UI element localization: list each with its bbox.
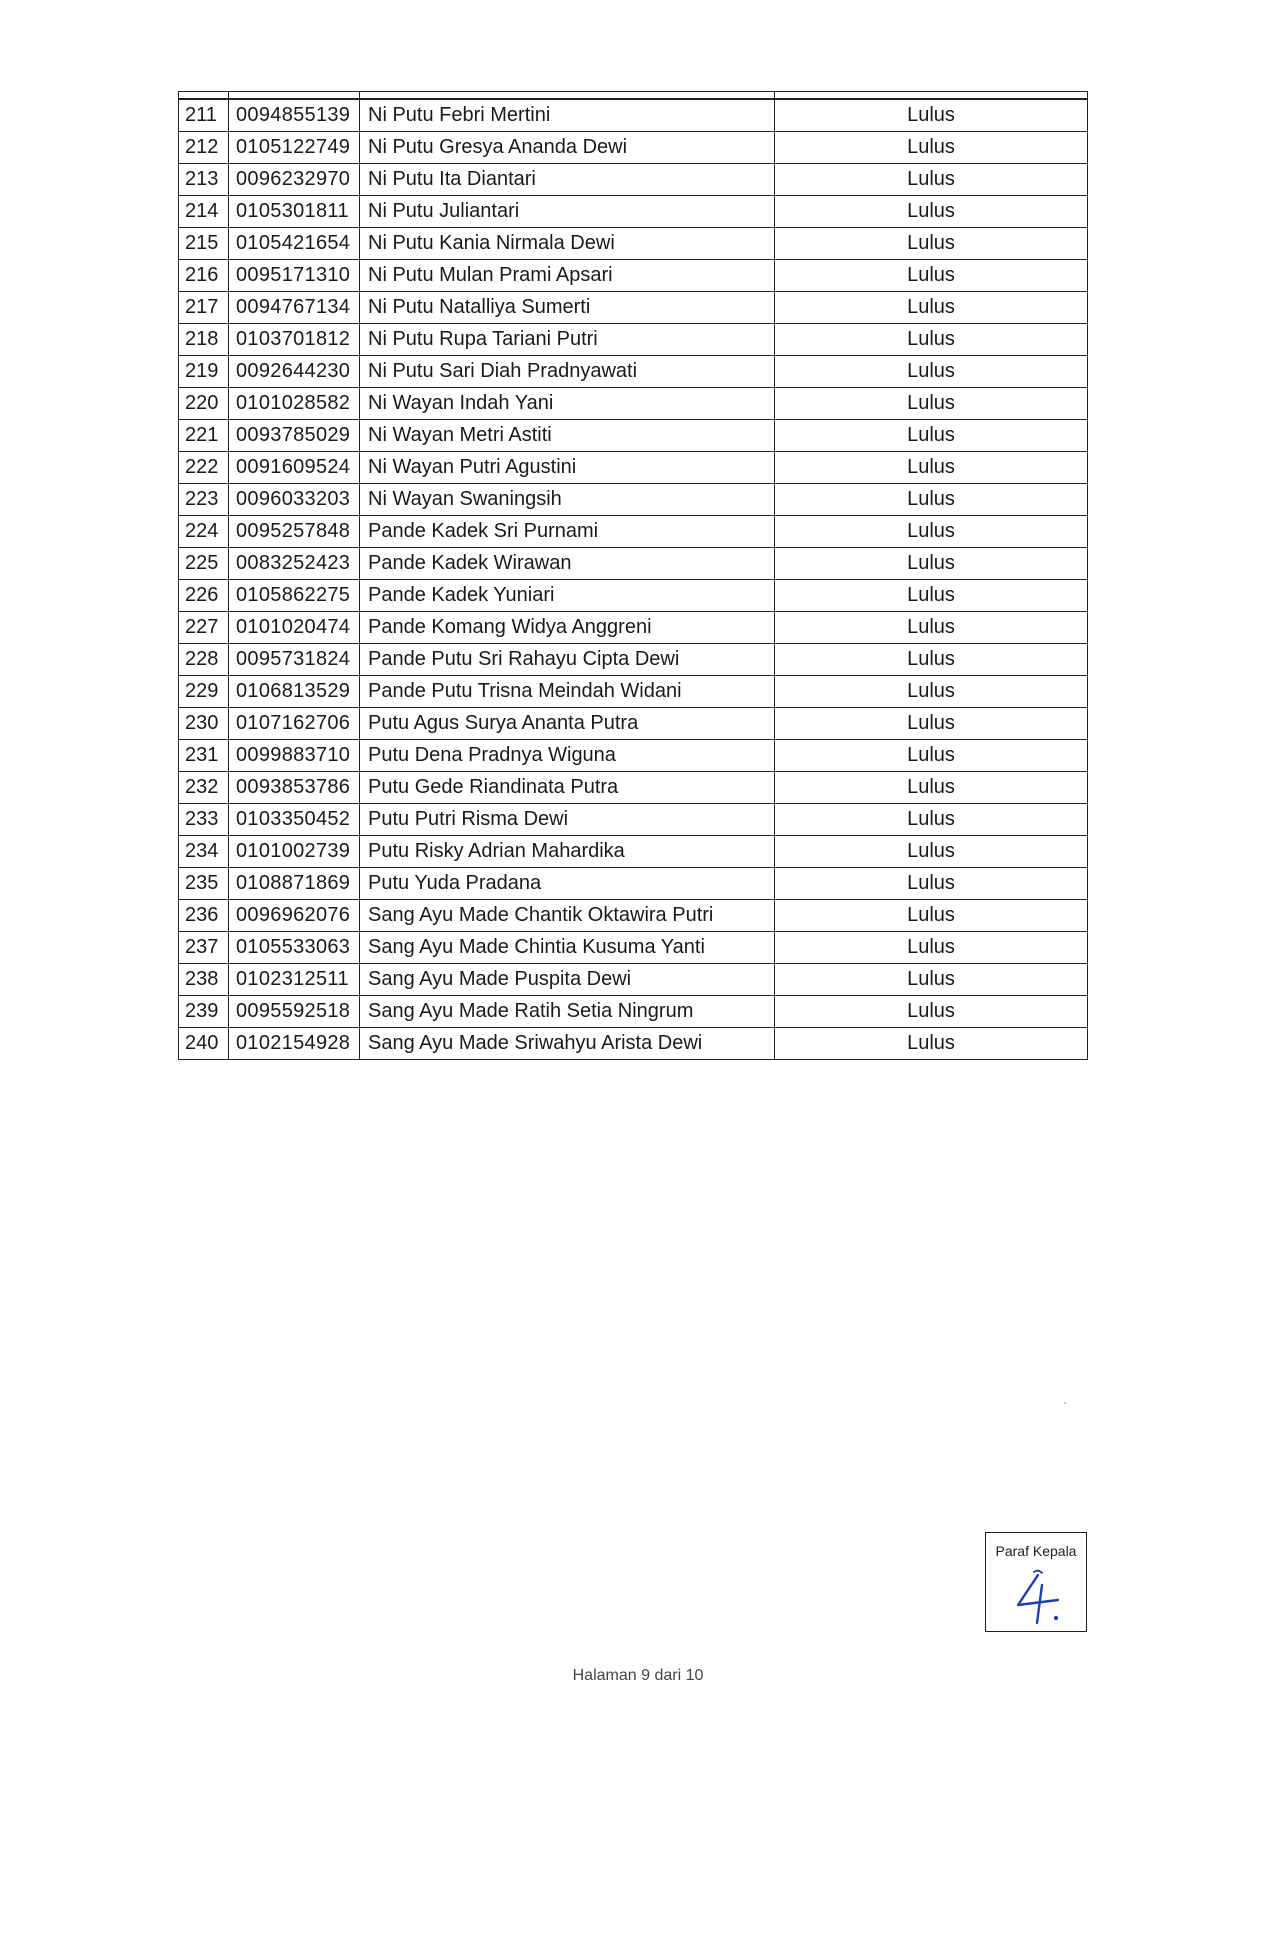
table-row [179, 388, 1088, 420]
table-row [179, 132, 1088, 164]
nisn-cell: 0105862275 [229, 580, 360, 612]
row-number-cell: 216 [179, 260, 229, 292]
table-row [179, 1028, 1088, 1060]
nisn-cell: 0096962076 [229, 900, 360, 932]
table-row [179, 996, 1088, 1028]
nisn-cell: 0099883710 [229, 740, 360, 772]
student-name-cell: Ni Putu Natalliya Sumerti [360, 292, 775, 324]
status-cell: Lulus [775, 580, 1088, 612]
status-cell: Lulus [775, 836, 1088, 868]
row-number-cell: 225 [179, 548, 229, 580]
row-number-cell: 224 [179, 516, 229, 548]
nisn-cell: 0102154928 [229, 1028, 360, 1060]
table-row [179, 836, 1088, 868]
table-row [179, 324, 1088, 356]
student-name-cell: Pande Komang Widya Anggreni [360, 612, 775, 644]
row-number-cell: 237 [179, 932, 229, 964]
status-cell: Lulus [775, 164, 1088, 196]
table-row [179, 868, 1088, 900]
nisn-cell: 0093785029 [229, 420, 360, 452]
table-row [179, 516, 1088, 548]
row-number-cell: 228 [179, 644, 229, 676]
student-name-cell: Ni Putu Juliantari [360, 196, 775, 228]
status-cell: Lulus [775, 1028, 1088, 1060]
student-name-cell: Sang Ayu Made Sriwahyu Arista Dewi [360, 1028, 775, 1060]
row-number-cell: 236 [179, 900, 229, 932]
row-number-cell: 213 [179, 164, 229, 196]
nisn-cell: 0091609524 [229, 452, 360, 484]
status-cell: Lulus [775, 484, 1088, 516]
nisn-cell: 0108871869 [229, 868, 360, 900]
row-number-cell: 231 [179, 740, 229, 772]
student-name-cell: Pande Kadek Wirawan [360, 548, 775, 580]
nisn-cell: 0101020474 [229, 612, 360, 644]
student-name-cell: Sang Ayu Made Puspita Dewi [360, 964, 775, 996]
status-cell: Lulus [775, 868, 1088, 900]
nisn-cell: 0096232970 [229, 164, 360, 196]
student-name-cell: Ni Putu Mulan Prami Apsari [360, 260, 775, 292]
table-row [179, 932, 1088, 964]
row-number-cell: 229 [179, 676, 229, 708]
top-strip-cell [775, 92, 1088, 100]
student-name-cell: Ni Wayan Indah Yani [360, 388, 775, 420]
table-row [179, 900, 1088, 932]
status-cell: Lulus [775, 548, 1088, 580]
table-row [179, 676, 1088, 708]
table-top-border [179, 92, 1088, 100]
student-name-cell: Ni Wayan Metri Astiti [360, 420, 775, 452]
table-row [179, 548, 1088, 580]
student-name-cell: Ni Putu Rupa Tariani Putri [360, 324, 775, 356]
student-name-cell: Putu Agus Surya Ananta Putra [360, 708, 775, 740]
student-name-cell: Ni Wayan Swaningsih [360, 484, 775, 516]
table-row [179, 964, 1088, 996]
student-name-cell: Pande Putu Sri Rahayu Cipta Dewi [360, 644, 775, 676]
row-number-cell: 221 [179, 420, 229, 452]
student-name-cell: Putu Yuda Pradana [360, 868, 775, 900]
top-strip-cell [179, 92, 229, 100]
table-row [179, 484, 1088, 516]
nisn-cell: 0092644230 [229, 356, 360, 388]
row-number-cell: 215 [179, 228, 229, 260]
table-row [179, 228, 1088, 260]
status-cell: Lulus [775, 804, 1088, 836]
paraf-label: Paraf Kepala [995, 1543, 1077, 1559]
student-name-cell: Pande Kadek Sri Purnami [360, 516, 775, 548]
table-row [179, 772, 1088, 804]
nisn-cell: 0094767134 [229, 292, 360, 324]
status-cell: Lulus [775, 132, 1088, 164]
table-row [179, 356, 1088, 388]
nisn-cell: 0095592518 [229, 996, 360, 1028]
initial-signature-icon [1004, 1567, 1070, 1627]
status-cell: Lulus [775, 676, 1088, 708]
student-name-cell: Ni Putu Febri Mertini [360, 99, 775, 132]
nisn-cell: 0103701812 [229, 324, 360, 356]
nisn-cell: 0094855139 [229, 99, 360, 132]
nisn-cell: 0105122749 [229, 132, 360, 164]
status-cell: Lulus [775, 996, 1088, 1028]
scan-speck [1064, 1402, 1066, 1404]
nisn-cell: 0083252423 [229, 548, 360, 580]
student-name-cell: Ni Putu Ita Diantari [360, 164, 775, 196]
status-cell: Lulus [775, 292, 1088, 324]
table-row [179, 580, 1088, 612]
status-cell: Lulus [775, 420, 1088, 452]
table-row [179, 612, 1088, 644]
table-row [179, 644, 1088, 676]
student-name-cell: Putu Dena Pradnya Wiguna [360, 740, 775, 772]
status-cell: Lulus [775, 740, 1088, 772]
row-number-cell: 233 [179, 804, 229, 836]
row-number-cell: 218 [179, 324, 229, 356]
table-row [179, 292, 1088, 324]
nisn-cell: 0101028582 [229, 388, 360, 420]
student-name-cell: Ni Wayan Putri Agustini [360, 452, 775, 484]
status-cell: Lulus [775, 612, 1088, 644]
paraf-kepala-box [985, 1532, 1087, 1632]
table-row [179, 740, 1088, 772]
status-cell: Lulus [775, 516, 1088, 548]
table-row [179, 452, 1088, 484]
student-name-cell: Sang Ayu Made Ratih Setia Ningrum [360, 996, 775, 1028]
status-cell: Lulus [775, 324, 1088, 356]
row-number-cell: 211 [179, 99, 229, 132]
status-cell: Lulus [775, 708, 1088, 740]
row-number-cell: 234 [179, 836, 229, 868]
row-number-cell: 223 [179, 484, 229, 516]
nisn-cell: 0102312511 [229, 964, 360, 996]
row-number-cell: 222 [179, 452, 229, 484]
table-row [179, 99, 1088, 132]
status-cell: Lulus [775, 388, 1088, 420]
nisn-cell: 0095257848 [229, 516, 360, 548]
row-number-cell: 230 [179, 708, 229, 740]
nisn-cell: 0105533063 [229, 932, 360, 964]
page-number-footer: Halaman 9 dari 10 [572, 1667, 704, 1684]
status-cell: Lulus [775, 260, 1088, 292]
student-name-cell: Putu Gede Riandinata Putra [360, 772, 775, 804]
status-cell: Lulus [775, 932, 1088, 964]
status-cell: Lulus [775, 452, 1088, 484]
nisn-cell: 0101002739 [229, 836, 360, 868]
row-number-cell: 226 [179, 580, 229, 612]
row-number-cell: 219 [179, 356, 229, 388]
table-row [179, 196, 1088, 228]
student-name-cell: Pande Kadek Yuniari [360, 580, 775, 612]
nisn-cell: 0107162706 [229, 708, 360, 740]
status-cell: Lulus [775, 772, 1088, 804]
table-row [179, 164, 1088, 196]
nisn-cell: 0093853786 [229, 772, 360, 804]
top-strip-cell [229, 92, 360, 100]
graduation-results-table [178, 91, 1088, 1060]
row-number-cell: 227 [179, 612, 229, 644]
nisn-cell: 0095171310 [229, 260, 360, 292]
status-cell: Lulus [775, 964, 1088, 996]
status-cell: Lulus [775, 228, 1088, 260]
row-number-cell: 239 [179, 996, 229, 1028]
row-number-cell: 217 [179, 292, 229, 324]
student-name-cell: Ni Putu Sari Diah Pradnyawati [360, 356, 775, 388]
table-row [179, 420, 1088, 452]
student-name-cell: Putu Risky Adrian Mahardika [360, 836, 775, 868]
nisn-cell: 0106813529 [229, 676, 360, 708]
status-cell: Lulus [775, 356, 1088, 388]
row-number-cell: 212 [179, 132, 229, 164]
student-name-cell: Pande Putu Trisna Meindah Widani [360, 676, 775, 708]
student-name-cell: Sang Ayu Made Chintia Kusuma Yanti [360, 932, 775, 964]
status-cell: Lulus [775, 196, 1088, 228]
nisn-cell: 0096033203 [229, 484, 360, 516]
status-cell: Lulus [775, 900, 1088, 932]
nisn-cell: 0103350452 [229, 804, 360, 836]
nisn-cell: 0105301811 [229, 196, 360, 228]
row-number-cell: 235 [179, 868, 229, 900]
student-name-cell: Ni Putu Kania Nirmala Dewi [360, 228, 775, 260]
row-number-cell: 240 [179, 1028, 229, 1060]
results-table-body [179, 92, 1088, 1060]
row-number-cell: 238 [179, 964, 229, 996]
table-row [179, 804, 1088, 836]
status-cell: Lulus [775, 99, 1088, 132]
table-row [179, 260, 1088, 292]
row-number-cell: 214 [179, 196, 229, 228]
top-strip-cell [360, 92, 775, 100]
status-cell: Lulus [775, 644, 1088, 676]
nisn-cell: 0095731824 [229, 644, 360, 676]
student-name-cell: Ni Putu Gresya Ananda Dewi [360, 132, 775, 164]
row-number-cell: 220 [179, 388, 229, 420]
row-number-cell: 232 [179, 772, 229, 804]
table-row [179, 708, 1088, 740]
nisn-cell: 0105421654 [229, 228, 360, 260]
student-name-cell: Sang Ayu Made Chantik Oktawira Putri [360, 900, 775, 932]
student-name-cell: Putu Putri Risma Dewi [360, 804, 775, 836]
